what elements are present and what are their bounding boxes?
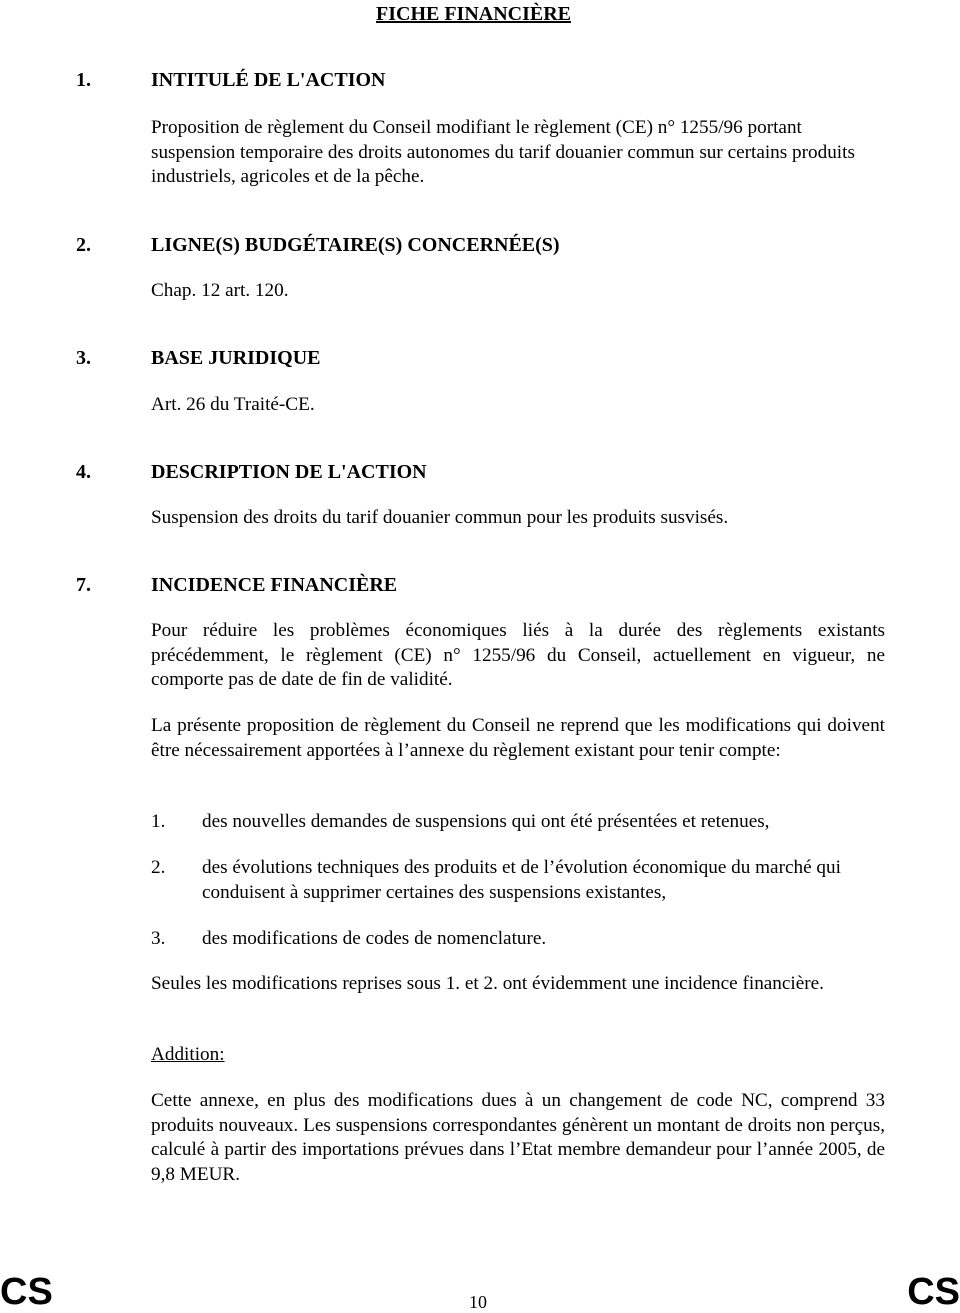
- section-title: BASE JURIDIQUE: [151, 347, 321, 369]
- section-7-paragraph-2: La présente proposition de règlement du Conseil ne reprend que les modifications qui doivent être nécessairement apportées à l’annexe du règlement existant pour tenir compte:: [151, 715, 885, 761]
- section-number: 7.: [76, 574, 91, 596]
- section-title: INTITULÉ DE L'ACTION: [151, 69, 386, 91]
- list-item: [151, 856, 885, 905]
- section-title: DESCRIPTION DE L'ACTION: [151, 461, 427, 483]
- page-number: 10: [469, 1292, 487, 1312]
- section-title: LIGNE(S) BUDGÉTAIRE(S) CONCERNÉE(S): [151, 234, 560, 256]
- section-7-paragraph-1: Pour réduire les problèmes économiques liés à la durée des règlements existants précédemment, le règlement (CE) n° 1255/96 du Conseil, actuellement en vigueur, ne comporte pas de date de fin de validité.: [151, 620, 885, 690]
- list-item: [151, 927, 885, 952]
- list-item-number: 1.: [151, 811, 166, 832]
- section-title: INCIDENCE FINANCIÈRE: [151, 574, 398, 596]
- list-item-text: des modifications de codes de nomenclature.: [202, 928, 547, 949]
- section-7-after-list: Seules les modifications reprises sous 1. et 2. ont évidemment une incidence financière.: [151, 973, 824, 994]
- addition-label: Addition:: [151, 1044, 225, 1065]
- page-title: FICHE FINANCIÈRE: [376, 3, 572, 25]
- section-4-text: Suspension des droits du tarif douanier commun pour les produits susvisés.: [151, 507, 729, 528]
- section-number: 2.: [76, 234, 91, 256]
- footer-language-code-left: CS: [0, 1271, 53, 1313]
- footer-language-code-right: CS: [907, 1271, 960, 1313]
- section-number: 4.: [76, 461, 91, 483]
- list-item: [151, 810, 885, 835]
- list-item-text: des évolutions techniques des produits et de l’évolution économique du marché qui conduisent à supprimer certaines des suspensions existantes,: [202, 857, 841, 903]
- section-3-text: Art. 26 du Traité-CE.: [151, 394, 315, 415]
- section-1-text: Proposition de règlement du Conseil modifiant le règlement (CE) n° 1255/96 portant suspension temporaire des droits autonomes du tarif douanier commun sur certains produits industriels, agricoles et de la pêche.: [151, 117, 855, 187]
- section-number: 3.: [76, 347, 91, 369]
- list-item-number: 3.: [151, 928, 166, 949]
- addition-text: Cette annexe, en plus des modifications dues à un changement de code NC, comprend 33 produits nouveaux. Les suspensions correspondantes génèrent un montant de droits non perçus, calculé à partir des importations prévues dans l’Etat membre demandeur pour l’année 2005, de 9,8 MEUR.: [151, 1090, 885, 1185]
- list-item-number: 2.: [151, 857, 166, 878]
- section-2-text: Chap. 12 art. 120.: [151, 280, 289, 301]
- section-number: 1.: [76, 69, 91, 91]
- list-item-text: des nouvelles demandes de suspensions qui ont été présentées et retenues,: [202, 811, 770, 832]
